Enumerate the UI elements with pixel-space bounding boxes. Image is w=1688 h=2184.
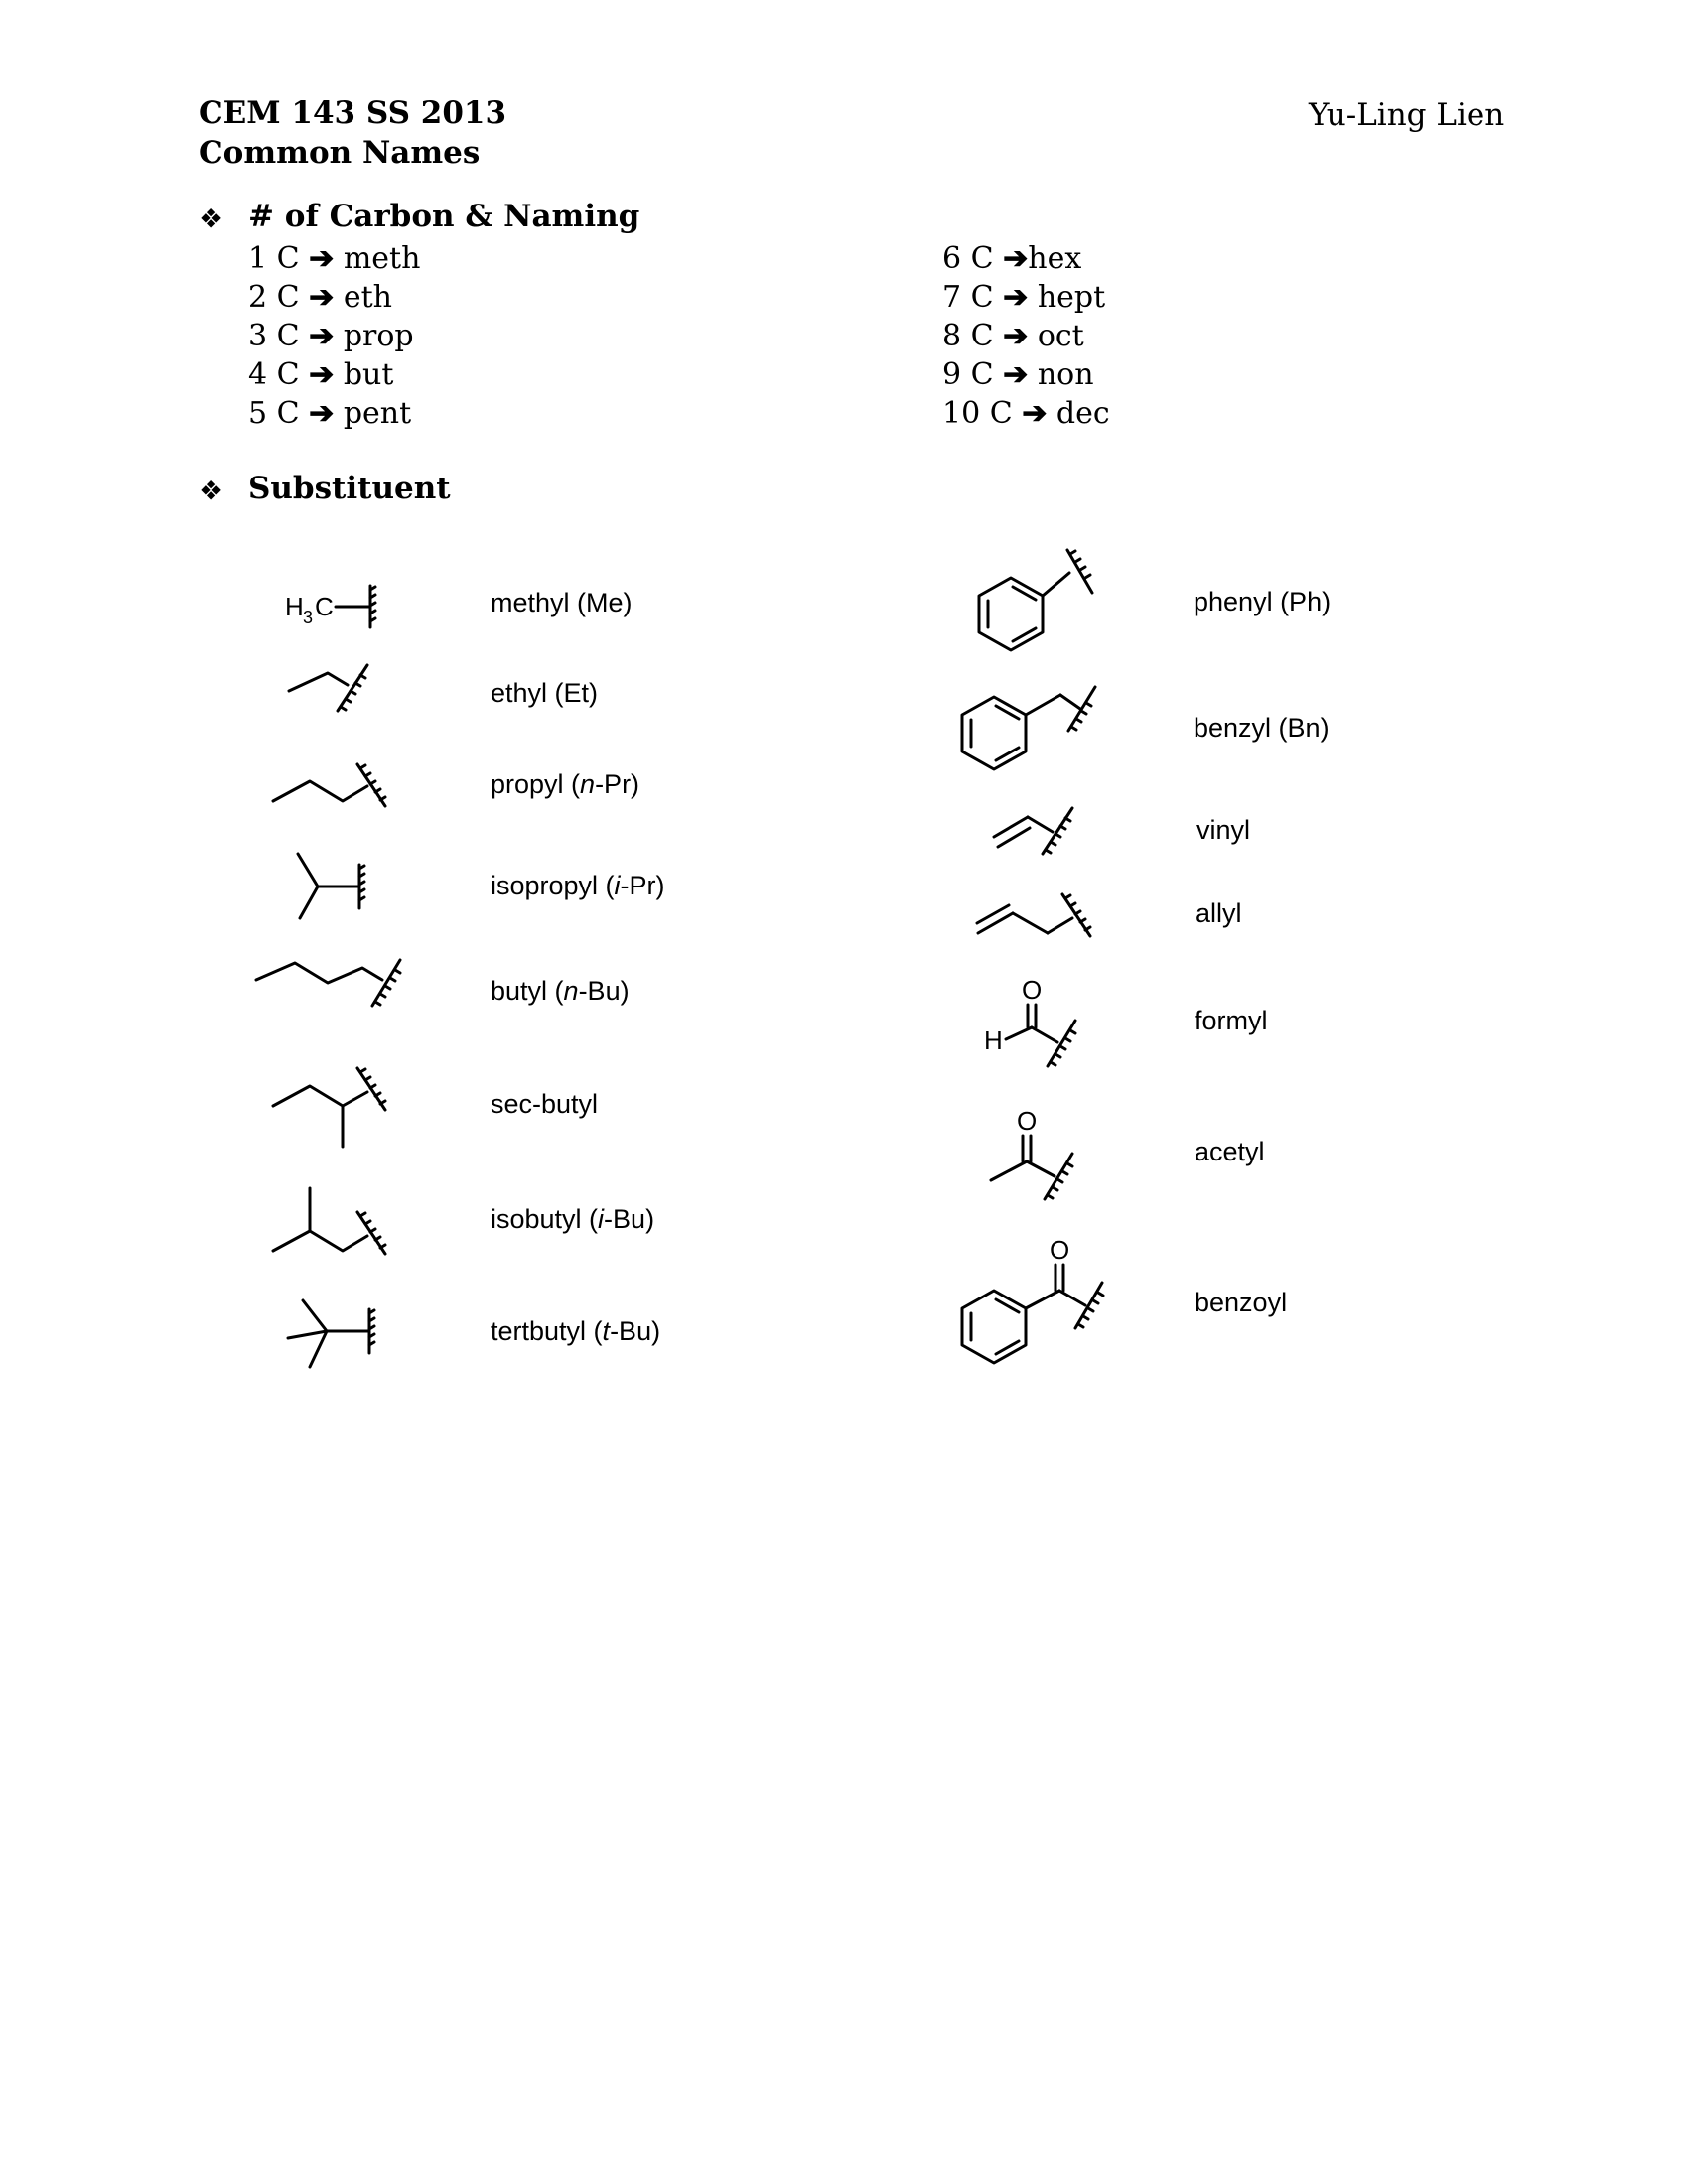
label-text: -Bu) — [604, 1204, 655, 1234]
label-text: -Pr) — [620, 871, 665, 900]
substituent-label-acetyl: acetyl — [1195, 1137, 1265, 1166]
carbon-count: 5 C — [248, 396, 300, 431]
bullet-diamond-icon: ❖ — [199, 203, 224, 235]
arrow-right-icon: ➔ — [1003, 357, 1029, 392]
acetyl-structure-icon — [983, 1104, 1087, 1208]
label-italic-prefix: i — [614, 871, 621, 900]
substituent-label-benzyl: benzyl (Bn) — [1194, 713, 1330, 743]
substituent-label-isopropyl — [491, 871, 665, 901]
carbon-list-left — [248, 239, 420, 433]
ethyl-structure-icon — [283, 663, 392, 723]
arrow-right-icon: ➔ — [1003, 280, 1029, 315]
label-text: propyl ( — [491, 769, 581, 799]
substituent-label-formyl: formyl — [1195, 1006, 1268, 1035]
atom-h-label: H — [285, 592, 304, 621]
substituent-label-ethyl: ethyl (Et) — [491, 678, 599, 708]
arrow-right-icon: ➔ — [309, 396, 335, 431]
atom-c-label: C — [315, 592, 334, 621]
arrow-right-icon: ➔ — [1003, 241, 1029, 276]
label-italic-prefix: n — [563, 976, 579, 1006]
atom-o-label: O — [1022, 975, 1043, 1005]
atom-o-label: O — [1050, 1235, 1070, 1265]
label-text: isopropyl ( — [491, 871, 615, 900]
carbon-count: 8 C — [942, 319, 994, 353]
carbon-prefix: hex — [1028, 241, 1082, 276]
arrow-right-icon: ➔ — [309, 280, 335, 315]
label-text: isobutyl ( — [491, 1204, 599, 1234]
propyl-structure-icon — [268, 756, 397, 816]
butyl-structure-icon — [253, 958, 412, 1018]
carbon-prefix: pent — [343, 396, 412, 431]
sec-butyl-structure-icon — [268, 1064, 397, 1152]
section-title-carbon: # of Carbon & Naming — [248, 199, 640, 234]
carbon-row — [248, 317, 420, 355]
tertbutyl-structure-icon — [283, 1296, 382, 1375]
label-italic-prefix: n — [580, 769, 596, 799]
page-title: Common Names — [199, 135, 481, 171]
carbon-count: 3 C — [248, 319, 300, 353]
carbon-count: 4 C — [248, 357, 300, 392]
carbon-prefix: but — [343, 357, 394, 392]
substituent-label-benzoyl: benzoyl — [1195, 1288, 1288, 1317]
carbon-prefix: oct — [1037, 319, 1084, 353]
methyl-structure-icon — [278, 576, 387, 635]
arrow-right-icon: ➔ — [309, 241, 335, 276]
substituent-label-isobutyl — [491, 1204, 654, 1235]
carbon-prefix: prop — [343, 319, 414, 353]
carbon-row — [942, 355, 1110, 394]
carbon-prefix: dec — [1055, 396, 1110, 431]
carbon-count: 6 C — [942, 241, 994, 276]
carbon-prefix: meth — [343, 241, 421, 276]
bullet-diamond-icon: ❖ — [199, 475, 224, 507]
label-text: -Bu) — [578, 976, 630, 1006]
carbon-prefix: hept — [1037, 280, 1106, 315]
benzyl-structure-icon — [951, 685, 1120, 784]
substituent-label-allyl: allyl — [1196, 898, 1242, 928]
substituent-label-butyl — [491, 976, 630, 1007]
arrow-right-icon: ➔ — [309, 357, 335, 392]
carbon-list-right — [942, 239, 1110, 433]
isobutyl-structure-icon — [268, 1186, 397, 1276]
substituent-label-propyl — [491, 769, 639, 800]
atom-o-label: O — [1017, 1106, 1038, 1136]
carbon-row — [942, 278, 1110, 317]
substituent-label-phenyl: phenyl (Ph) — [1194, 587, 1332, 616]
carbon-count: 9 C — [942, 357, 994, 392]
atom-subscript-label: 3 — [303, 608, 314, 627]
label-italic-prefix: i — [598, 1204, 605, 1234]
formyl-structure-icon — [978, 973, 1087, 1077]
arrow-right-icon: ➔ — [309, 319, 335, 353]
carbon-row — [942, 394, 1110, 433]
label-italic-prefix: t — [602, 1316, 611, 1346]
vinyl-structure-icon — [988, 802, 1087, 862]
author-name: Yu-Ling Lien — [1309, 97, 1505, 133]
carbon-row — [248, 355, 420, 394]
carbon-row — [248, 239, 420, 278]
isopropyl-structure-icon — [288, 849, 377, 923]
substituent-label-sec-butyl: sec-butyl — [491, 1089, 599, 1119]
carbon-count: 7 C — [942, 280, 994, 315]
substituent-label-methyl: methyl (Me) — [491, 588, 633, 617]
carbon-count: 10 C — [942, 396, 1013, 431]
label-text: butyl ( — [491, 976, 564, 1006]
label-text: -Pr) — [595, 769, 640, 799]
substituent-label-tertbutyl — [491, 1316, 660, 1347]
benzoyl-structure-icon — [951, 1233, 1120, 1377]
substituent-label-vinyl: vinyl — [1196, 815, 1251, 845]
carbon-count: 1 C — [248, 241, 300, 276]
label-text: tertbutyl ( — [491, 1316, 603, 1346]
carbon-row — [248, 278, 420, 317]
carbon-row — [942, 317, 1110, 355]
section-title-substituent: Substituent — [248, 471, 451, 506]
arrow-right-icon: ➔ — [1022, 396, 1048, 431]
course-title: CEM 143 SS 2013 — [199, 95, 507, 131]
carbon-count: 2 C — [248, 280, 300, 315]
atom-h-label: H — [984, 1025, 1003, 1055]
carbon-prefix: non — [1037, 357, 1094, 392]
carbon-row — [248, 394, 420, 433]
carbon-prefix: eth — [343, 280, 392, 315]
carbon-row — [942, 239, 1110, 278]
arrow-right-icon: ➔ — [1003, 319, 1029, 353]
allyl-structure-icon — [973, 887, 1097, 946]
phenyl-structure-icon — [968, 548, 1097, 662]
label-text: -Bu) — [610, 1316, 661, 1346]
